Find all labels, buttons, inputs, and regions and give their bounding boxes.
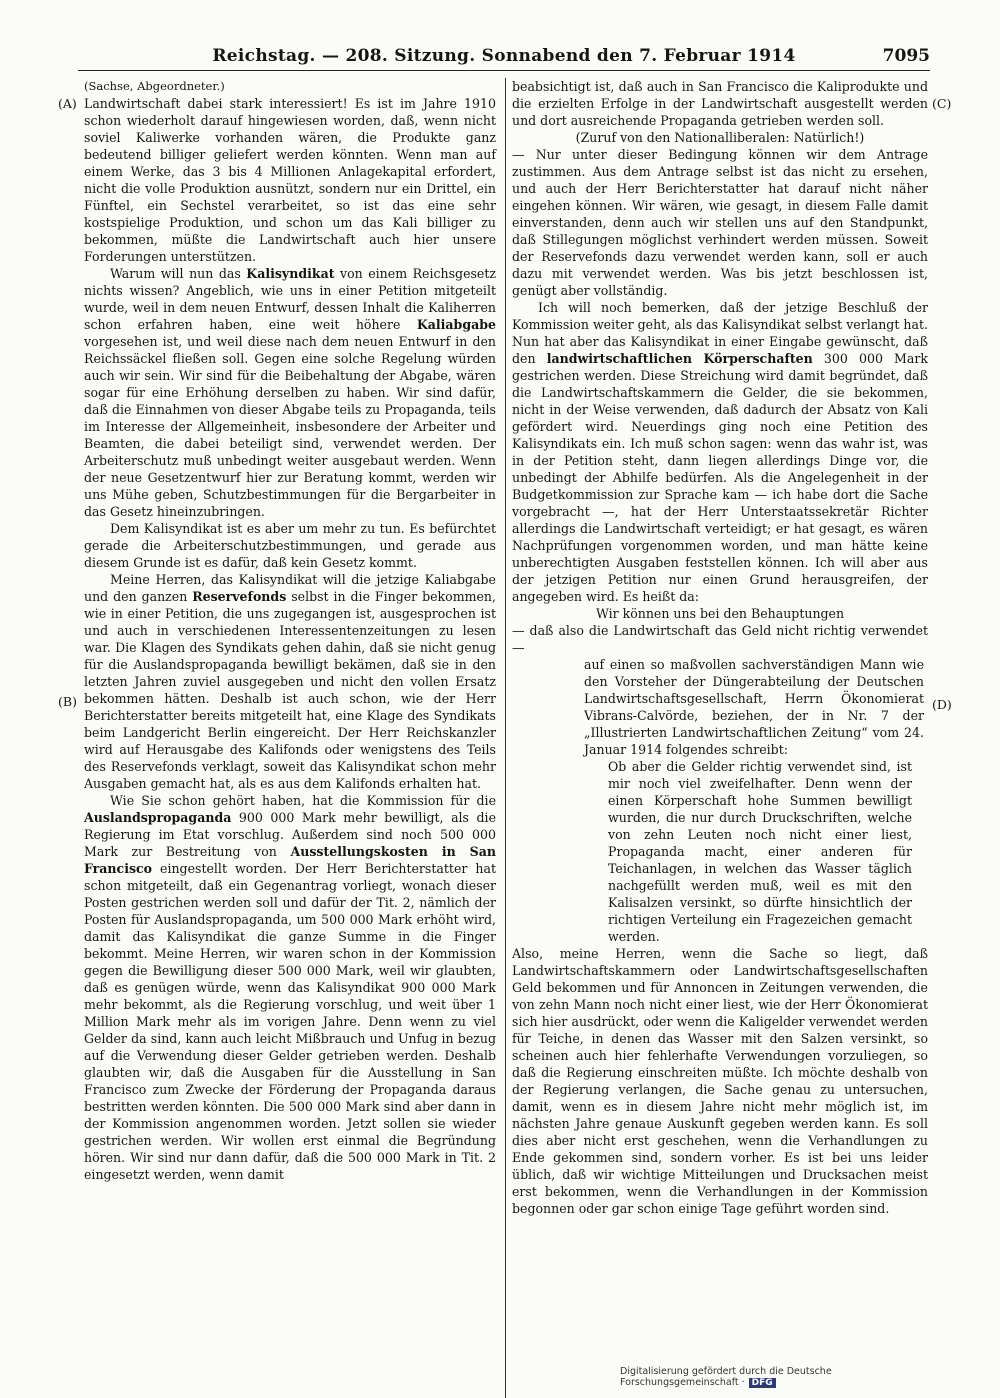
quote-interjection: — daß also die Landwirtschaft das Geld nicht richtig verwendet — [512, 623, 928, 655]
paragraph: — Nur unter dieser Bedingung können wir dem Antrage zustimmen. Aus dem Antrage selbst ist das nicht zu ersehen, und auch der Herr Berichterstatter hat darauf nicht näher eingehen können. Wir wären, wie gesagt, in diesem Falle damit einverstanden, denn auch wir stellen uns auf den Standpunkt, daß Stillegungen möglichst verhindert werden müssen. Soweit der Reservefonds dazu verwendet werden kann, soll er auch dazu mit verwendet werden. Was bis jetzt beschlossen ist, genügt aber vollständig. [512, 147, 928, 298]
nested-quote-block [608, 758, 912, 945]
dfg-logo: DFG [749, 1378, 776, 1388]
interjection: (Zuruf von den Nationalliberalen: Natürlich!) [575, 130, 865, 145]
right-column [512, 78, 928, 1217]
emphasis: Auslandspropaganda [84, 810, 232, 825]
paragraph: Dem Kalisyndikat ist es aber um mehr zu tun. Es befürchtet gerade die Arbeiterschutzbestimmungen, und gerade aus diesem Grunde ist es dafür, daß kein Gesetz kommt. [84, 521, 496, 570]
emphasis: Ausstellungskosten in San Francisco [84, 844, 496, 876]
margin-marker-d: (D) [932, 697, 952, 712]
paragraph: Meine Herren, das Kalisyndikat will die jetzige Kaliabgabe und den ganzen Reservefonds selbst in die Finger bekommen, wie in einer Petition, die uns zugegangen ist, ausgesprochen ist und auch in verschiedenen Interessentenzeitungen zu lesen war. Die Klagen des Syndikats gehen dahin, daß sie nicht genug für die Auslandspropaganda bewilligt bekämen, daß sie in den letzten Jahren zuviel ausgegeben und nicht den vollen Ersatz bekommen hätten. Deshalb ist auch schon, wie der Herr Berichterstatter bereits mitgeteilt hat, eine Klage des Syndikats beim Landgericht Berlin eingereicht. Der Herr Reichskanzler wird auf Herausgabe des Kalifonds oder wenigstens des Teils des Reservefonds verklagt, soweit das Kalisyndikat schon mehr Ausgaben gemacht hat, als es aus dem Kalifonds erhalten hat. [84, 572, 496, 791]
page-header [78, 44, 930, 71]
quote-text: auf einen so maßvollen sachverständigen Mann wie den Vorsteher der Düngerabteilung der Deutschen Landwirtschaftsgesellschaft, Herrn Ökonomierat Vibrans-Calvörde, beziehen, der in Nr. 7 der „Illustrierten Landwirtschaftlichen Zeitung“ vom 24. Januar 1914 folgendes schreibt: [584, 657, 924, 757]
quote-text: Ob aber die Gelder richtig verwendet sind, ist mir noch viel zweifelhafter. Denn wenn der einen Körperschaft hohe Summen bewilligt wurden, die nur durch Druckschriften, welche von zehn Leuten noch nicht einer liest, Propaganda macht, einer anderen für Teichanlagen, in welchen das Wasser täglich nachgefüllt werden muß, weil es mit den Kalisalzen versinkt, so dürfte hinsichtlich der richtigen Verteilung ein Fragezeichen gemacht werden. [608, 759, 912, 944]
speaker-label: (Sachse, Abgeordneter.) [84, 79, 225, 93]
margin-marker-b: (B) [58, 694, 77, 709]
paragraph: beabsichtigt ist, daß auch in San Francisco die Kaliprodukte und die erzielten Erfolge in der Landwirtschaft ausgestellt werden und dort ausreichende Propaganda getrieben werden soll. [512, 79, 928, 128]
emphasis: Kalisyndikat [246, 266, 335, 281]
paragraph: Warum will nun das Kalisyndikat von einem Reichsgesetz nichts wissen? Angeblich, wie uns in einer Petition mitgeteilt wurde, weil in dem neuen Entwurf, dessen Inhalt die Kaliherren schon erfahren haben, eine weit höhere Kaliabgabe vorgesehen ist, und weil diese nach dem neuen Entwurf in den Reichssäckel fließen soll. Gegen eine solche Regelung würden auch wir sein. Wir sind für die Beibehaltung der Abgabe, wären sogar für eine Erhöhung derselben zu haben. Wir sind dafür, daß die Einnahmen von dieser Abgabe teils zu Propaganda, teils im Interesse der Allgemeinheit, insbesondere der Arbeiter und Beamten, die dabei beteiligt sind, verwendet werden. Der Arbeiterschutz muß unbedingt weiter ausgebaut werden. Wenn der neue Gesetzentwurf hier zur Beratung kommt, werden wir uns Mühe geben, Schutzbestimmungen für die Bergarbeiter in das Gesetz hineinzubringen. [84, 266, 497, 519]
page-title: Reichstag. — 208. Sitzung. Sonnabend den 7. Februar 1914 [212, 46, 796, 66]
digitization-footer [620, 1366, 950, 1388]
column-divider [505, 78, 506, 1398]
quote-block [584, 656, 924, 758]
left-column [84, 78, 496, 1183]
margin-marker-c: (C) [932, 96, 952, 111]
quote-line: Wir können uns bei den Behauptungen [595, 606, 845, 621]
paragraph: Landwirtschaft dabei stark interessiert! Es ist im Jahre 1910 schon wiederholt darauf hingewiesen worden, daß, wenn nicht soviel Kaliwerke vorhanden wären, die Produkte ganz bedeutend billiger geliefert werden könnten. Wenn man auf einem Werke, das 3 bis 4 Millionen Anlagekapital erfordert, nicht die volle Produktion ausnützt, sondern nur ein Drittel, ein Fünftel, ein Sechstel verarbeitet, so ist das eine sehr kostspielige Produktion, und schon um das Kali billiger zu bekommen, müßte die Landwirtschaft auch hier unsere Forderungen unterstützen. [84, 96, 496, 264]
emphasis: Kaliabgabe [416, 317, 496, 332]
paragraph: Also, meine Herren, wenn die Sache so liegt, daß Landwirtschaftskammern oder Landwirtschaftsgesellschaften Geld bekommen und für Annoncen in Zeitungen verwenden, die von zehn Mann noch nicht einer liest, wie der Herr Ökonomierat sich hier ausdrückt, oder wenn die Kaligelder verwendet werden für Teiche, in denen das Wasser mit den Salzen versinkt, so scheinen auch hier fehlerhafte Verwendungen vorzuliegen, so daß die Regierung einschreiten müßte. Ich möchte deshalb von der Regierung verlangen, die Sache genau zu untersuchen, damit, wenn es in diesem Jahre nicht mehr möglich ist, im nächsten Jahre genaue Auskunft gegeben werden kann. Es soll dies aber nicht erst geschehen, wenn die Verhandlungen zu Ende gekommen sind, sondern vorher. Es ist bei uns leider üblich, daß wir wichtige Mitteilungen und Drucksachen meist erst bekommen, wenn die Verhandlungen in der Kommission begonnen oder gar schon einige Tage geführt worden sind. [512, 946, 928, 1216]
paragraph: Wie Sie schon gehört haben, hat die Kommission für die Auslandspropaganda 900 000 Mark mehr bewilligt, als die Regierung im Etat vorschlug. Außerdem sind noch 500 000 Mark zur Bestreitung von Ausstellungskosten in San Francisco eingestellt worden. Der Herr Berichterstatter hat schon mitgeteilt, daß ein Gegenantrag vorliegt, wonach dieser Posten gestrichen werden soll und dafür der Tit. 2, nämlich der Posten für Auslandspropaganda, um 500 000 Mark erhöht wird, damit das Kalisyndikat die ganze Summe in die Finger bekommt. Meine Herren, wir waren schon in der Kommission gegen die Bewilligung dieser 500 000 Mark, weil wir glaubten, daß es genügen würde, wenn das Kalisyndikat 900 000 Mark mehr bekommt, als die Regierung vorschlug, und weit über 1 Million Mark mehr als im vorigen Jahre. Denn wenn zu viel Gelder da sind, kann auch leicht Mißbrauch und Unfug in bezug auf die Verwendung dieser Gelder getrieben werden. Deshalb glaubten wir, daß die Ausgaben für die Ausstellung in San Francisco zum Zwecke der Förderung der Propaganda daraus bestritten werden könnten. Die 500 000 Mark sind aber dann in der Kommission angenommen worden. Jetzt sollen sie wieder gestrichen werden. Wir wollen erst einmal die Begründung hören. Wir sind nur dann dafür, daß die 500 000 Mark in Tit. 2 eingesetzt werden, wenn damit [84, 793, 496, 1182]
paragraph: Ich will noch bemerken, daß der jetzige Beschluß der Kommission weiter geht, als das Kalisyndikat selbst verlangt hat. Nun hat aber das Kalisyndikat in einer Eingabe gewünscht, daß den landwirtschaftlichen Körperschaften 300 000 Mark gestrichen werden. Diese Streichung wird damit begründet, daß die Landwirtschaftskammern die Gelder, die sie bekommen, nicht in der Weise verwenden, daß dadurch der Absatz von Kali gefördert wird. Neuerdings ging noch eine Petition des Kalisyndikats ein. Ich muß schon sagen: wenn das wahr ist, was in der Petition steht, dann liegen allerdings Dinge vor, die unbedingt der Abhilfe bedürfen. Als die Angelegenheit in der Budgetkommission zur Sprache kam — ich habe dort die Sache vorgebracht —, hat der Herr Unterstaatssekretär Richter allerdings die Landwirtschaft verteidigt; er hat gesagt, es wären Nachprüfungen vorgenommen worden, und man hätte keine unberechtigten Ausgaben feststellen können. Ich will aber aus der jetzigen Petition nur einen Grund herausgreifen, der angegeben wird. Es heißt da: [512, 300, 928, 604]
footer-text: Digitalisierung gefördert durch die Deutsche Forschungsgemeinschaft · [620, 1366, 832, 1388]
margin-marker-a: (A) [58, 96, 77, 111]
emphasis: landwirtschaftlichen Körperschaften [546, 351, 813, 366]
page-number: 7095 [882, 46, 930, 66]
emphasis: Reservefonds [192, 589, 287, 604]
